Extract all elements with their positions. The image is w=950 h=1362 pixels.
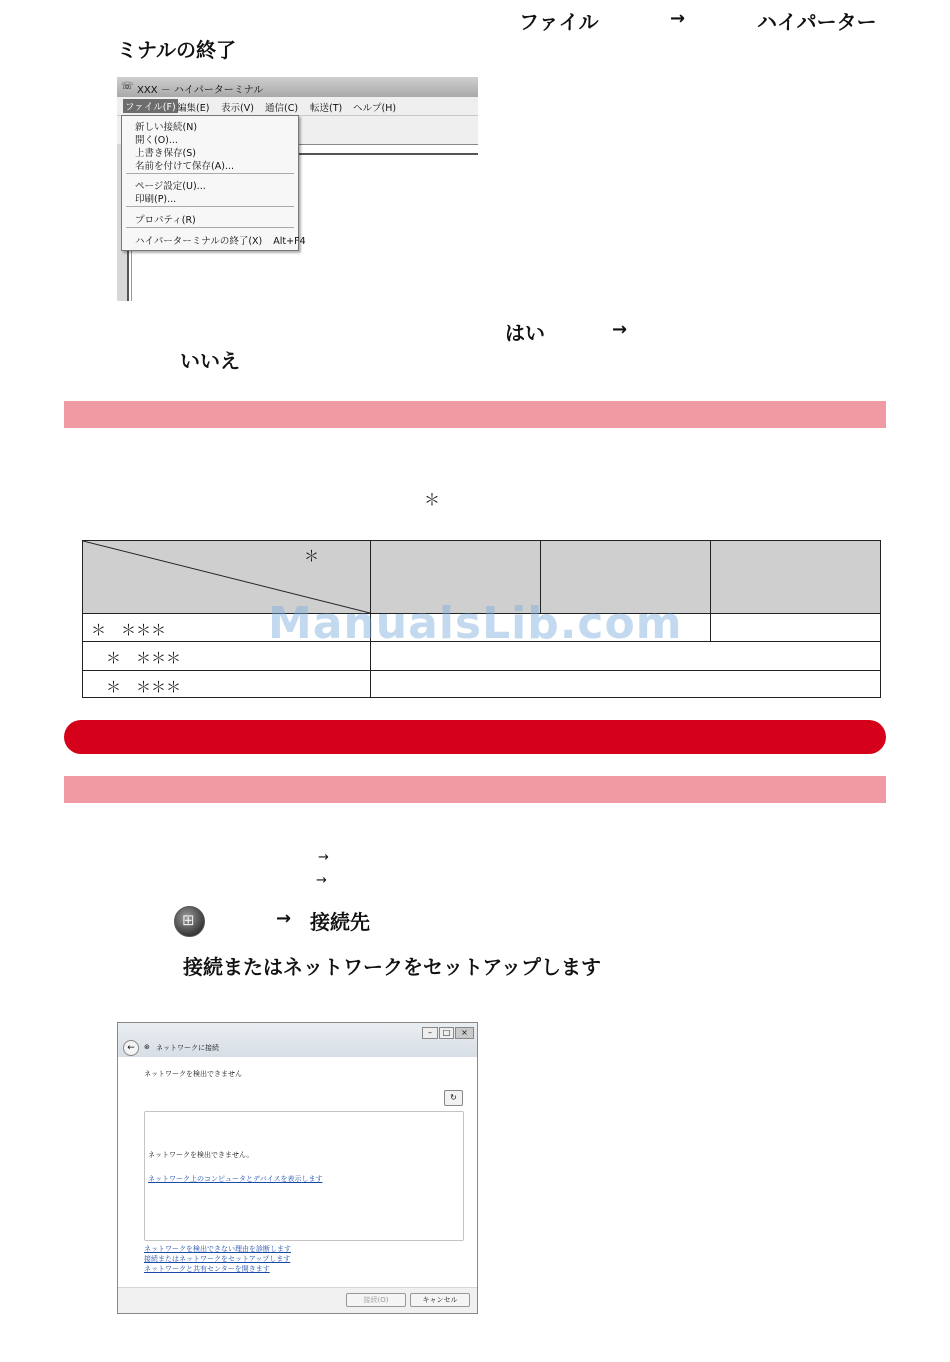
dialog-heading: ネットワークを検出できません bbox=[144, 1070, 242, 1078]
network-list[interactable] bbox=[144, 1111, 464, 1241]
hyperterminal-screenshot bbox=[117, 77, 478, 301]
window-titlebar bbox=[117, 77, 478, 97]
section-bar bbox=[64, 776, 886, 803]
menu-transfer[interactable]: 転送(T) bbox=[310, 103, 343, 114]
menu-path-file: ファイル bbox=[519, 10, 599, 34]
refresh-icon[interactable]: ↻ bbox=[444, 1090, 463, 1106]
show-devices-link[interactable]: ネットワーク上のコンピュータとデバイスを表示します bbox=[148, 1175, 323, 1183]
windows-start-icon: ⊞ bbox=[174, 906, 205, 937]
no-network-message: ネットワークを検出できません。 bbox=[148, 1151, 254, 1159]
connect-button[interactable]: 接続(O) bbox=[346, 1293, 406, 1307]
menu-path-exit: ハイパーター bbox=[757, 10, 877, 34]
row-label: ＊ ＊＊＊ bbox=[91, 621, 167, 639]
menu-item-print[interactable]: 印刷(P)... bbox=[135, 194, 177, 205]
yes-label: はい bbox=[505, 321, 545, 345]
table-row bbox=[82, 670, 371, 698]
minimize-icon[interactable]: – bbox=[422, 1027, 438, 1039]
no-label: いいえ bbox=[180, 349, 240, 373]
menu-separator bbox=[126, 173, 294, 174]
diagnose-link[interactable]: ネットワークを検出できない理由を診断します bbox=[144, 1245, 291, 1253]
connect-to-label: 接続先 bbox=[310, 910, 370, 934]
setup-option-label: 接続またはネットワークをセットアップします bbox=[183, 955, 601, 979]
dialog-titlebar bbox=[118, 1023, 477, 1057]
menu-help[interactable]: ヘルプ(H) bbox=[353, 103, 397, 114]
menu-item-open[interactable]: 開く(O)... bbox=[135, 135, 178, 146]
window-title: XXX － ハイパーターミナル bbox=[137, 85, 264, 96]
setup-connection-link[interactable]: 接続またはネットワークをセットアップします bbox=[144, 1255, 291, 1263]
yes-arrow: → bbox=[612, 319, 628, 340]
watermark: ManualsLib.com bbox=[268, 598, 683, 649]
back-arrow-icon[interactable]: ← bbox=[123, 1040, 139, 1056]
menu-item-new-connection[interactable]: 新しい接続(N) bbox=[135, 122, 198, 133]
section-bar bbox=[64, 401, 886, 428]
menu-item-exit[interactable] bbox=[135, 233, 306, 247]
menu-item-exit-label: ハイパーターミナルの終了(X) bbox=[135, 236, 263, 247]
step-arrow: → bbox=[276, 908, 292, 929]
menu-path-exit-cont: ミナルの終了 bbox=[117, 38, 236, 62]
section-header-bar bbox=[64, 720, 886, 754]
table-header-cell bbox=[710, 540, 881, 614]
menu-item-save[interactable]: 上書き保存(S) bbox=[135, 148, 196, 159]
table-cell bbox=[710, 613, 881, 642]
file-menu-dropdown bbox=[121, 115, 306, 251]
corner-asterisk: ＊ bbox=[304, 547, 320, 565]
menu-call[interactable]: 通信(C) bbox=[265, 103, 299, 114]
dialog-footer bbox=[118, 1287, 477, 1314]
maximize-icon[interactable]: □ bbox=[439, 1027, 454, 1039]
menu-edit[interactable]: 編集(E) bbox=[177, 103, 210, 114]
asterisk-note: ＊ bbox=[424, 490, 441, 509]
menu-item-properties[interactable]: プロパティ(R) bbox=[135, 215, 196, 226]
row-label: ＊ ＊＊＊ bbox=[91, 649, 182, 667]
menu-separator bbox=[126, 206, 294, 207]
network-center-link[interactable]: ネットワークと共有センターを開きます bbox=[144, 1265, 270, 1273]
menu-path-arrow: → bbox=[670, 8, 686, 29]
close-icon[interactable]: × bbox=[455, 1027, 474, 1039]
dialog-title: ネットワークに接続 bbox=[156, 1044, 219, 1052]
menu-item-exit-shortcut: Alt+F4 bbox=[273, 236, 306, 247]
menu-view[interactable]: 表示(V) bbox=[221, 103, 254, 114]
menu-file[interactable]: ファイル(F) bbox=[123, 99, 178, 113]
table-cell bbox=[370, 670, 881, 698]
menu-bar bbox=[117, 97, 478, 116]
small-arrow-1: → bbox=[318, 850, 329, 865]
menu-item-page-setup[interactable]: ページ設定(U)... bbox=[135, 181, 206, 192]
menu-item-save-as[interactable]: 名前を付けて保存(A)... bbox=[135, 161, 234, 172]
menu-separator bbox=[126, 227, 294, 228]
hyperterminal-app-icon: ☏ bbox=[121, 81, 134, 92]
row-label: ＊ ＊＊＊ bbox=[91, 678, 182, 696]
network-dialog-screenshot bbox=[117, 1022, 478, 1314]
cancel-button[interactable]: キャンセル bbox=[410, 1293, 470, 1307]
small-arrow-2: → bbox=[316, 873, 327, 888]
network-icon: ⊛ bbox=[144, 1043, 150, 1051]
